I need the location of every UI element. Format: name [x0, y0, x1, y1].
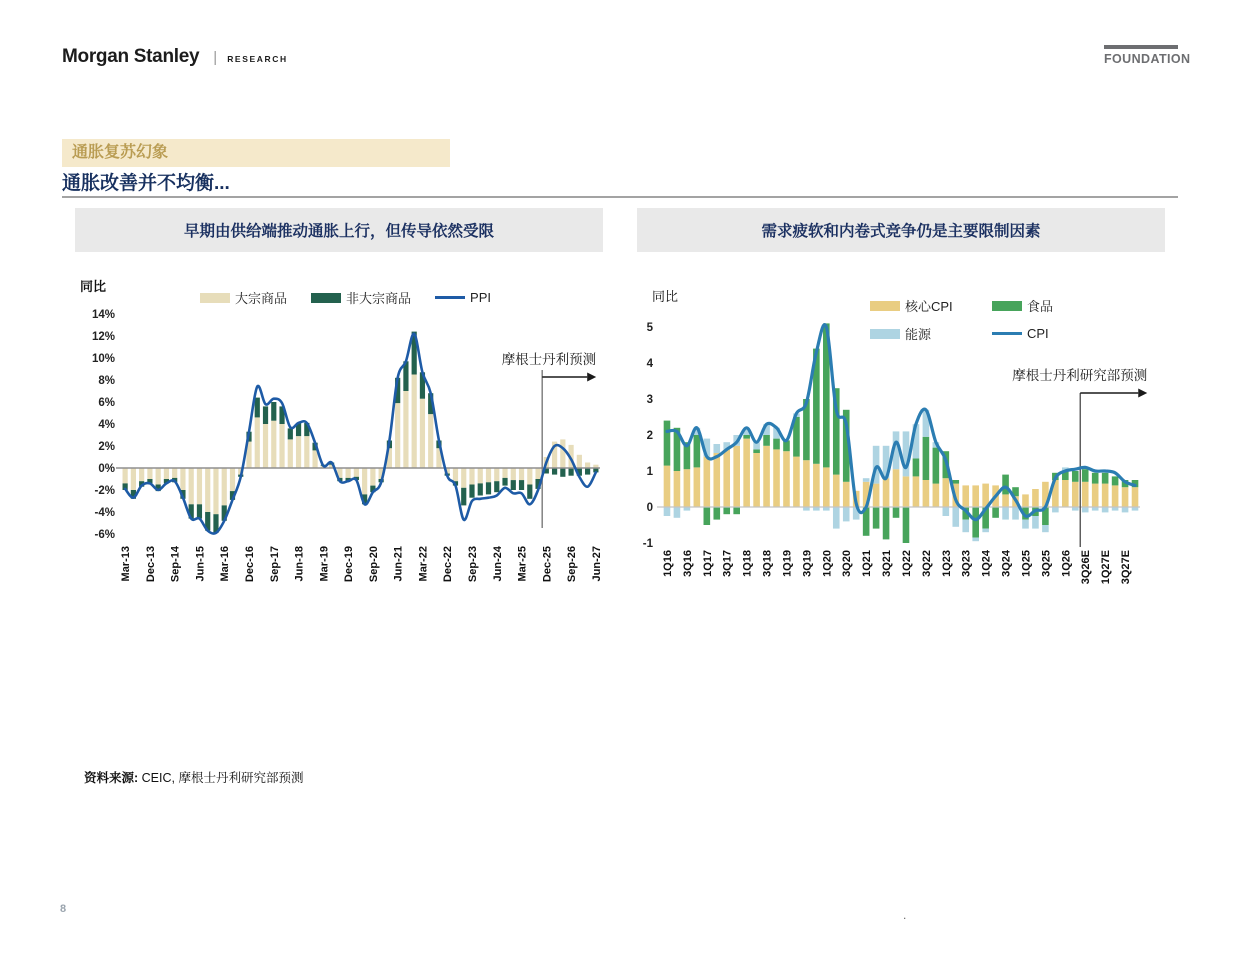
svg-text:3Q27E: 3Q27E — [1120, 550, 1133, 585]
svg-text:3: 3 — [646, 394, 653, 406]
svg-text:Mar-16: Mar-16 — [219, 546, 232, 582]
svg-text:10%: 10% — [91, 353, 115, 365]
svg-text:1Q20: 1Q20 — [821, 550, 834, 577]
svg-text:3Q19: 3Q19 — [801, 550, 814, 577]
svg-text:摩根士丹利预测: 摩根士丹利预测 — [501, 352, 597, 368]
legend-label: 非大宗商品 — [346, 291, 412, 306]
svg-text:6%: 6% — [98, 397, 115, 409]
svg-text:1Q24: 1Q24 — [980, 550, 993, 577]
svg-text:1Q18: 1Q18 — [741, 550, 754, 577]
stray-period: . — [903, 908, 907, 922]
svg-text:-2%: -2% — [94, 485, 115, 497]
right-chart-title: 需求疲软和内卷式竞争仍是主要限制因素 — [637, 208, 1165, 252]
right-y-axis-unit: 同比 — [652, 289, 679, 304]
title-divider — [62, 196, 1178, 198]
svg-text:1Q26: 1Q26 — [1060, 550, 1073, 577]
page-title: 通胀改善并不均衡... — [62, 173, 230, 194]
svg-text:1Q23: 1Q23 — [940, 550, 953, 577]
svg-text:摩根士丹利研究部预测: 摩根士丹利研究部预测 — [1012, 368, 1148, 384]
svg-text:2%: 2% — [98, 441, 115, 453]
section-eyebrow: 通胀复苏幻象 — [62, 139, 450, 167]
svg-text:3Q21: 3Q21 — [881, 550, 894, 577]
svg-text:3Q25: 3Q25 — [1040, 550, 1053, 577]
legend-label: PPI — [470, 290, 491, 305]
foundation-mark — [1104, 45, 1191, 66]
svg-text:Mar-19: Mar-19 — [318, 546, 331, 582]
svg-text:4: 4 — [646, 358, 653, 370]
legend-label: CPI — [1027, 326, 1049, 341]
page-number: 8 — [60, 903, 67, 915]
svg-text:14%: 14% — [91, 309, 115, 321]
svg-text:1: 1 — [646, 466, 653, 478]
svg-text:Sep-20: Sep-20 — [367, 546, 380, 583]
brand-dept-label: RESEARCH — [227, 53, 288, 64]
left-chart-title: 早期由供给端推动通胀上行，但传导依然受限 — [75, 208, 603, 252]
svg-text:1Q17: 1Q17 — [701, 550, 714, 577]
svg-text:3Q20: 3Q20 — [841, 550, 854, 577]
svg-text:Jun-21: Jun-21 — [392, 546, 405, 582]
svg-text:3Q18: 3Q18 — [761, 550, 774, 577]
ppi-chart-plot — [75, 260, 610, 615]
svg-text:2: 2 — [646, 430, 653, 442]
svg-text:8%: 8% — [98, 375, 115, 387]
svg-text:12%: 12% — [91, 331, 115, 343]
svg-text:Dec-25: Dec-25 — [541, 546, 554, 583]
svg-text:Jun-27: Jun-27 — [590, 546, 603, 582]
svg-text:Mar-13: Mar-13 — [120, 546, 133, 582]
svg-text:Sep-17: Sep-17 — [268, 546, 281, 583]
svg-text:1Q16: 1Q16 — [661, 550, 674, 577]
source-text: CEIC, 摩根士丹利研究部预测 — [138, 771, 304, 785]
brand-logo: Morgan Stanley — [62, 46, 200, 67]
svg-text:3Q16: 3Q16 — [681, 550, 694, 577]
source-label: 资料来源: — [84, 771, 139, 785]
legend-label: 核心CPI — [905, 299, 953, 314]
svg-text:5: 5 — [646, 322, 653, 334]
svg-text:1Q27E: 1Q27E — [1100, 550, 1113, 585]
source-note — [84, 768, 303, 786]
svg-text:4%: 4% — [98, 419, 115, 431]
svg-text:Jun-24: Jun-24 — [491, 546, 504, 582]
brand-header — [62, 46, 288, 68]
svg-text:3Q26E: 3Q26E — [1080, 550, 1093, 585]
svg-text:Sep-26: Sep-26 — [566, 546, 579, 583]
svg-text:-1: -1 — [642, 538, 653, 550]
svg-text:0: 0 — [646, 502, 653, 514]
svg-text:1Q19: 1Q19 — [781, 550, 794, 577]
svg-text:1Q22: 1Q22 — [900, 550, 913, 577]
svg-text:0%: 0% — [98, 463, 115, 475]
legend-label: 食品 — [1027, 299, 1054, 314]
left-y-axis-unit: 同比 — [80, 279, 107, 294]
svg-text:-6%: -6% — [94, 529, 115, 541]
legend-label: 大宗商品 — [235, 291, 288, 306]
svg-text:Jun-18: Jun-18 — [293, 546, 306, 582]
svg-text:3Q17: 3Q17 — [721, 550, 734, 577]
svg-text:1Q21: 1Q21 — [861, 550, 874, 577]
foundation-label: FOUNDATION — [1104, 52, 1191, 66]
foundation-bar — [1104, 45, 1178, 49]
cpi-chart — [637, 260, 1177, 615]
svg-text:1Q25: 1Q25 — [1020, 550, 1033, 577]
svg-text:Sep-23: Sep-23 — [466, 546, 479, 583]
svg-text:-4%: -4% — [94, 507, 115, 519]
svg-text:Dec-22: Dec-22 — [442, 546, 455, 583]
brand-divider: | — [213, 48, 218, 66]
svg-text:Dec-16: Dec-16 — [244, 546, 257, 583]
legend-label: 能源 — [905, 327, 932, 342]
cpi-chart-plot — [637, 260, 1177, 615]
svg-text:3Q22: 3Q22 — [920, 550, 933, 577]
svg-text:Mar-22: Mar-22 — [417, 546, 430, 582]
ppi-chart — [75, 260, 610, 615]
svg-text:3Q23: 3Q23 — [960, 550, 973, 577]
svg-text:Dec-19: Dec-19 — [343, 546, 356, 583]
svg-text:Jun-15: Jun-15 — [194, 546, 207, 582]
svg-text:Dec-13: Dec-13 — [144, 546, 157, 583]
svg-text:Mar-25: Mar-25 — [516, 546, 529, 582]
svg-text:Sep-14: Sep-14 — [169, 546, 182, 583]
svg-text:3Q24: 3Q24 — [1000, 550, 1013, 577]
